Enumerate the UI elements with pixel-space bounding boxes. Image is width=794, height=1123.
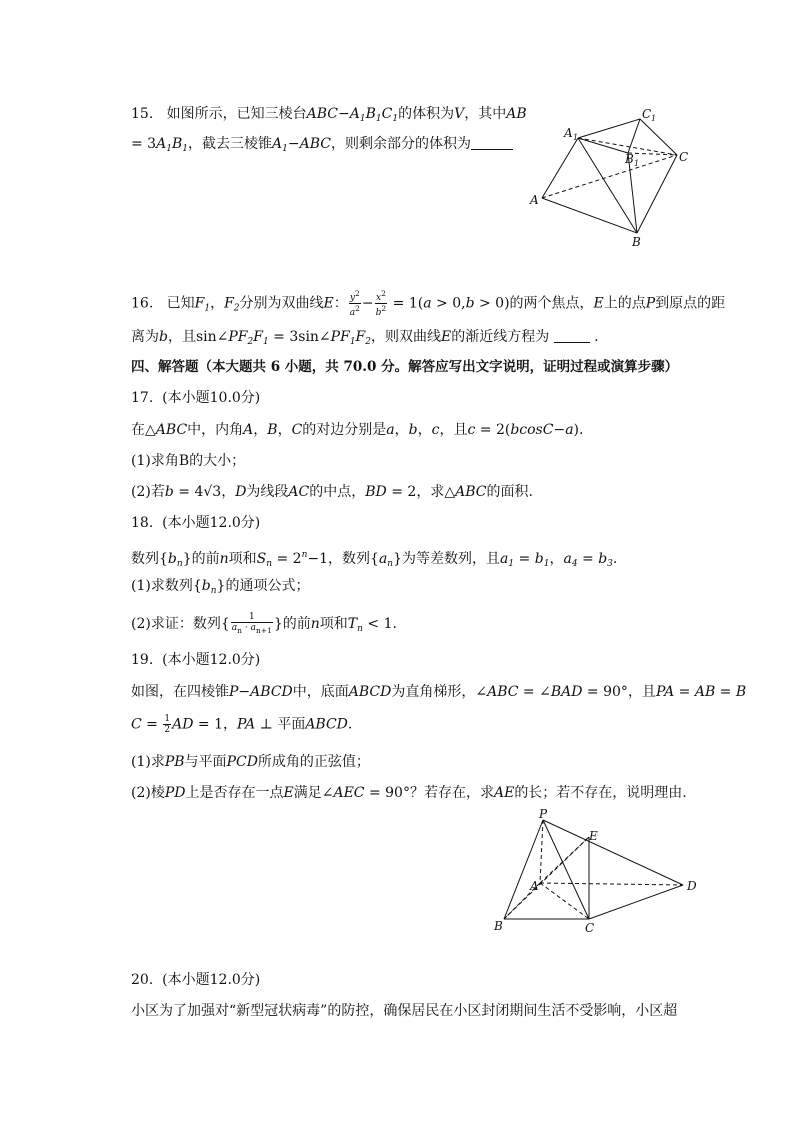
label-B: B xyxy=(494,919,503,933)
answer-blank xyxy=(554,341,590,343)
q19-stem2: C = $\frac{1}{2}$ AD = 1，PA ⊥ 平面ABCD. xyxy=(131,714,353,735)
q15-line1: 15. 如图所示，已知三棱台$ABC-A_1B_1C_1$的体积为V，其中AB xyxy=(131,106,527,124)
label-C: C xyxy=(585,921,595,935)
section-header: 四、解答题（本大题共 6 小题，共 70.0 分。解答应写出文字说明，证明过程或演算步骤） xyxy=(131,359,679,375)
label-A1: A xyxy=(564,126,573,140)
q19-header: 19. (本小题12.0分) xyxy=(131,652,261,668)
label-E: E xyxy=(589,829,598,843)
q19-stem1: 如图，在四棱锥P−ABCD中，底面ABCD为直角梯形，∠ABC = ∠BAD = 90°，且PA = AB = B xyxy=(131,684,747,700)
q19-part1: (1)求PB与平面PCD所成角的正弦值； xyxy=(131,754,370,770)
label-B1: B xyxy=(625,152,634,166)
q17-header: 17. (本小题10.0分) xyxy=(131,390,261,406)
label-C1: C xyxy=(642,107,652,121)
q15-line2: = $3A_1B_1$，截去三棱锥$A_1-ABC$，则剩余部分的体积为 xyxy=(131,134,513,159)
q16-line1: 16. 已知$F_1$，$F_2$分别为双曲线E： $\frac{y^2}{a^2}$ − $\frac{x^2}{b^2}$ = 1(a > 0,b > 0)的两个焦点，E上的点P到原点的距 xyxy=(131,289,726,318)
q18-stem: 数列$\{b_n\}$的前n项和$S_n = 2^n-1$，数列$\{a_n\}$为等差数列，且$a_1 = b_1$，$a_4 = b_3$. xyxy=(131,550,618,569)
q18-part2: (2)求证：数列{ $\frac{1}{a_n \cdot a_{n+1}}$ }的前n项和$T_n < 1$. xyxy=(131,612,397,635)
q17-stem: 在△ABC中，内角A，B，C的对边分别是a，b，c，且c = 2(bcosC−a). xyxy=(131,422,584,438)
q17-part2: (2)若b = 4√3，D为线段AC的中点，BD = 2，求△ABC的面积. xyxy=(131,484,533,500)
svg-text:1: 1 xyxy=(651,114,657,123)
svg-text:1: 1 xyxy=(573,133,579,142)
q17-part1: (1)求角B的大小； xyxy=(131,453,246,469)
q18-header: 18. (本小题12.0分) xyxy=(131,515,261,531)
q20-header: 20. (本小题12.0分) xyxy=(131,972,261,988)
q16-line2: 离为b，且$\sin\angle PF_2F_1$ = $3\sin\angle PF_1F_2$，则双曲线E的渐近线方程为 . xyxy=(131,329,599,347)
q19-part2: (2)棱PD上是否存在一点E满足∠AEC = 90°？若存在，求AE的长；若不存在，说明理由. xyxy=(131,785,687,801)
q20-stem: 小区为了加强对“新型冠状病毒”的防控，确保居民在小区封闭期间生活不受影响，小区超 xyxy=(131,1003,678,1019)
q15-frustum-figure xyxy=(525,103,700,248)
label-A: A xyxy=(530,193,539,207)
svg-text:1: 1 xyxy=(634,159,640,168)
label-D: D xyxy=(687,879,697,893)
q18-part1: (1)求数列$\{b_n\}$的通项公式； xyxy=(131,578,310,596)
q15-number: 15. xyxy=(131,106,154,122)
label-B: B xyxy=(632,235,641,248)
q19-pyramid-figure xyxy=(490,806,705,936)
q16-number: 16. xyxy=(131,295,154,312)
answer-blank xyxy=(471,148,513,150)
label-C: C xyxy=(679,150,689,164)
label-P: P xyxy=(539,807,548,821)
label-A: A xyxy=(530,879,539,893)
